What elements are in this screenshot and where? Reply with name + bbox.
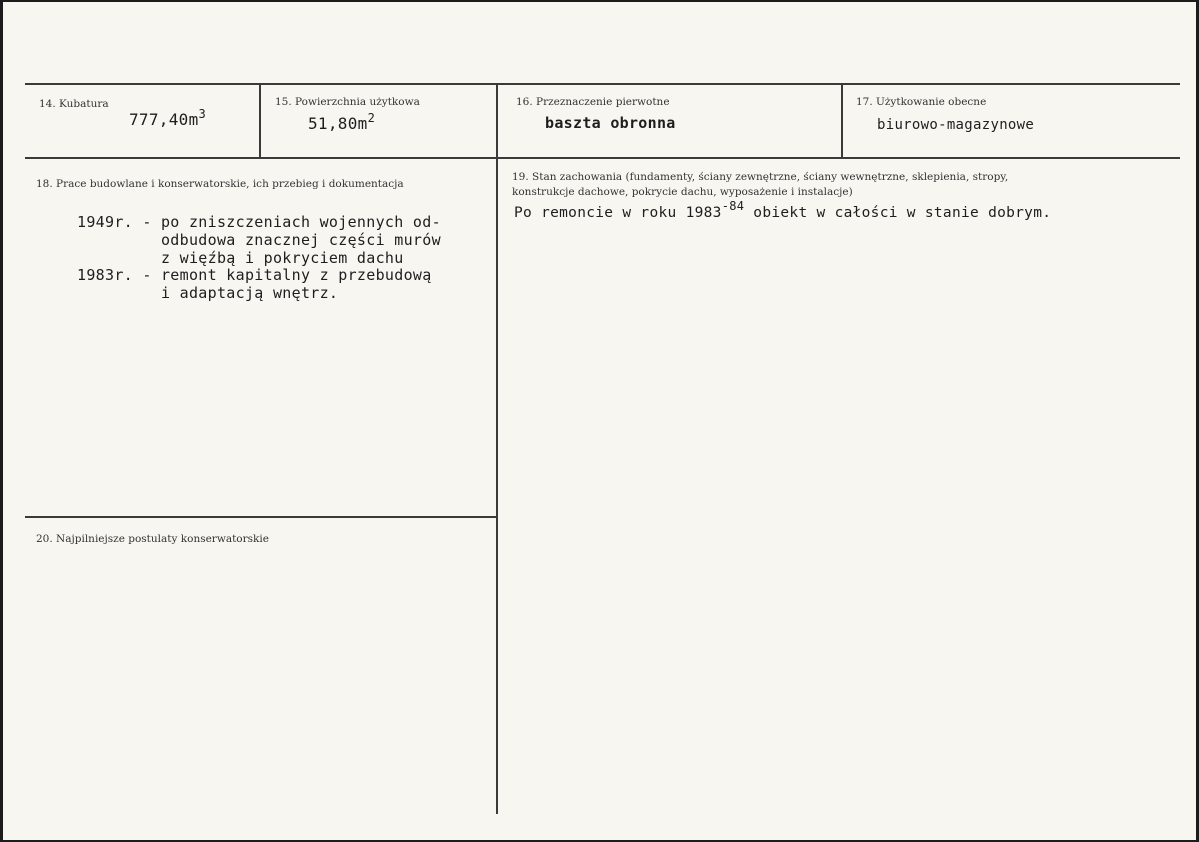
- field-19-label-line-2: konstrukcje dachowe, pokrycie dachu, wyposażenie i instalacje): [512, 186, 853, 198]
- field-17-value: biurowo-magazynowe: [877, 117, 1035, 133]
- field-14-value-sup: 3: [198, 107, 207, 121]
- field-15-value-text: 51,80m: [308, 114, 368, 133]
- field-18-line-5: i adaptacją wnętrz.: [77, 284, 339, 302]
- field-19-label-line-1: 19. Stan zachowania (fundamenty, ściany zewnętrzne, ściany wewnętrzne, sklepienia, stropy,: [512, 171, 1009, 183]
- row1-bottom-rule: [25, 157, 1180, 159]
- col-divider-3: [841, 84, 843, 158]
- field-15-value: [308, 111, 376, 133]
- field-14-label: 14. Kubatura: [39, 98, 109, 110]
- field-18-line-1: 1949r. - po zniszczeniach wojennych od-: [77, 213, 441, 231]
- field-14-value: [129, 107, 207, 129]
- field-19-value: [514, 199, 1052, 221]
- field-14-value-text: 777,40m: [129, 110, 199, 129]
- field-16-label: 16. Przeznaczenie pierwotne: [516, 96, 670, 108]
- field-19-value-post: obiekt w całości w stanie dobrym.: [744, 205, 1052, 221]
- field-15-value-sup: 2: [367, 111, 376, 125]
- top-border: [3, 0, 1199, 2]
- table-top-rule: [25, 83, 1180, 85]
- col-divider-2: [496, 84, 498, 814]
- field-20-label: 20. Najpilniejsze postulaty konserwatorskie: [36, 533, 269, 545]
- field-17-label: 17. Użytkowanie obecne: [856, 96, 987, 108]
- field-19-value-sup: -84: [721, 199, 745, 213]
- row2-left-bottom-rule: [25, 516, 496, 518]
- field-18-line-3: z więźbą i pokryciem dachu: [77, 249, 404, 267]
- col-divider-1: [259, 84, 261, 158]
- field-19-value-pre: Po remoncie w roku 1983: [514, 205, 722, 221]
- field-18-label: 18. Prace budowlane i konserwatorskie, ich przebieg i dokumentacja: [36, 178, 404, 190]
- field-18-line-4: 1983r. - remont kapitalny z przebudową: [77, 266, 432, 284]
- field-18-line-2: odbudowa znacznej części murów: [77, 231, 441, 249]
- field-15-label: 15. Powierzchnia użytkowa: [275, 96, 420, 108]
- field-16-value: baszta obronna: [545, 114, 676, 132]
